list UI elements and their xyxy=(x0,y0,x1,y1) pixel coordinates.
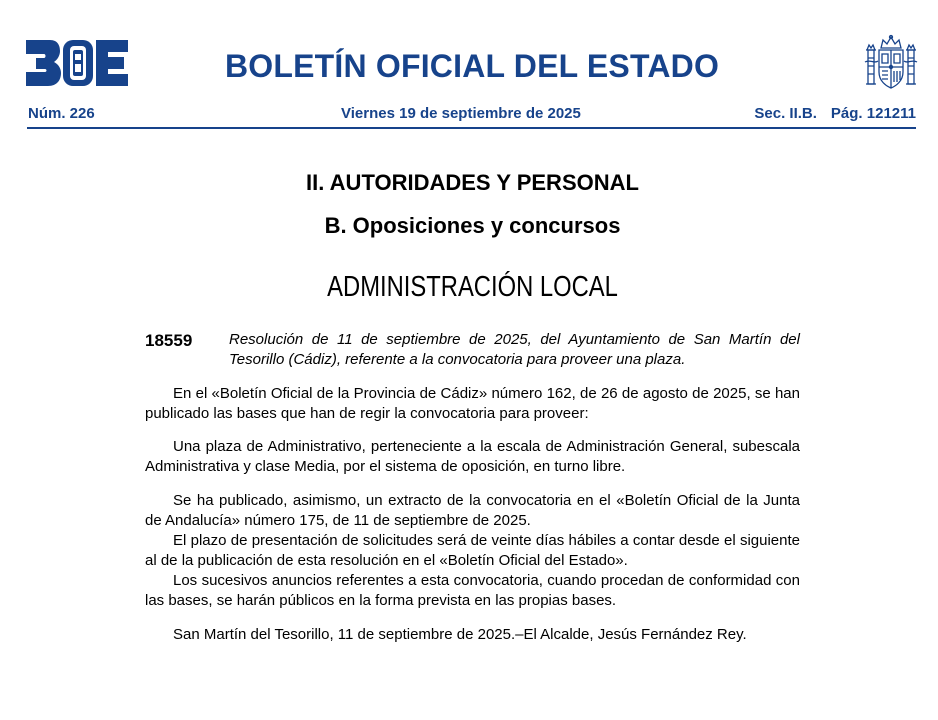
entry-number: 18559 xyxy=(145,331,193,350)
section-page-info xyxy=(754,104,916,124)
section-title: II. AUTORIDADES Y PERSONAL xyxy=(306,170,639,195)
body-paragraph: Los sucesivos anuncios referentes a esta convocatoria, cuando procedan de conformidad con las bases, se harán públicos en la forma prevista en las propias bases. xyxy=(145,572,800,609)
issue-date: Viernes 19 de septiembre de 2025 xyxy=(341,105,581,122)
body-paragraph: El plazo de presentación de solicitudes será de veinte días hábiles a contar desde el siguiente al de la publicación de esta resolución en el «Boletín Oficial del Estado». xyxy=(145,532,800,569)
page-header xyxy=(0,0,938,135)
body-paragraph: Se ha publicado, asimismo, un extracto de la convocatoria en el «Boletín Oficial de la Junta de Andalucía» número 175, de 11 de septiembre de 2025. xyxy=(145,492,800,529)
entry-title: Resolución de 11 de septiembre de 2025, del Ayuntamiento de San Martín del Tesorillo (Cádiz), referente a la convocatoria para proveer una plaza. xyxy=(229,331,800,368)
subsection-title: B. Oposiciones y concursos xyxy=(324,213,621,238)
signature-line: San Martín del Tesorillo, 11 de septiembre de 2025.–El Alcalde, Jesús Fernández Rey. xyxy=(173,626,747,643)
body-paragraph: Una plaza de Administrativo, perteneciente a la escala de Administración General, subescala Administrativa y clase Media, por el sistema de oposición, en turno libre. xyxy=(145,438,800,475)
issue-number: Núm. 226 xyxy=(28,105,95,122)
publication-title: BOLETÍN OFICIAL DEL ESTADO xyxy=(224,48,720,84)
coat-of-arms-icon xyxy=(864,34,918,92)
page-number: Pág. 121211 xyxy=(830,105,916,122)
header-divider xyxy=(27,127,916,129)
section-ref: Sec. II.B. xyxy=(754,105,817,122)
administration-heading: ADMINISTRACIÓN LOCAL xyxy=(327,271,618,303)
body-paragraph: En el «Boletín Oficial de la Provincia de Cádiz» número 162, de 26 de agosto de 2025, se han publicado las bases que han de regir la convocatoria para proveer: xyxy=(145,385,800,422)
boe-logo xyxy=(26,40,128,86)
